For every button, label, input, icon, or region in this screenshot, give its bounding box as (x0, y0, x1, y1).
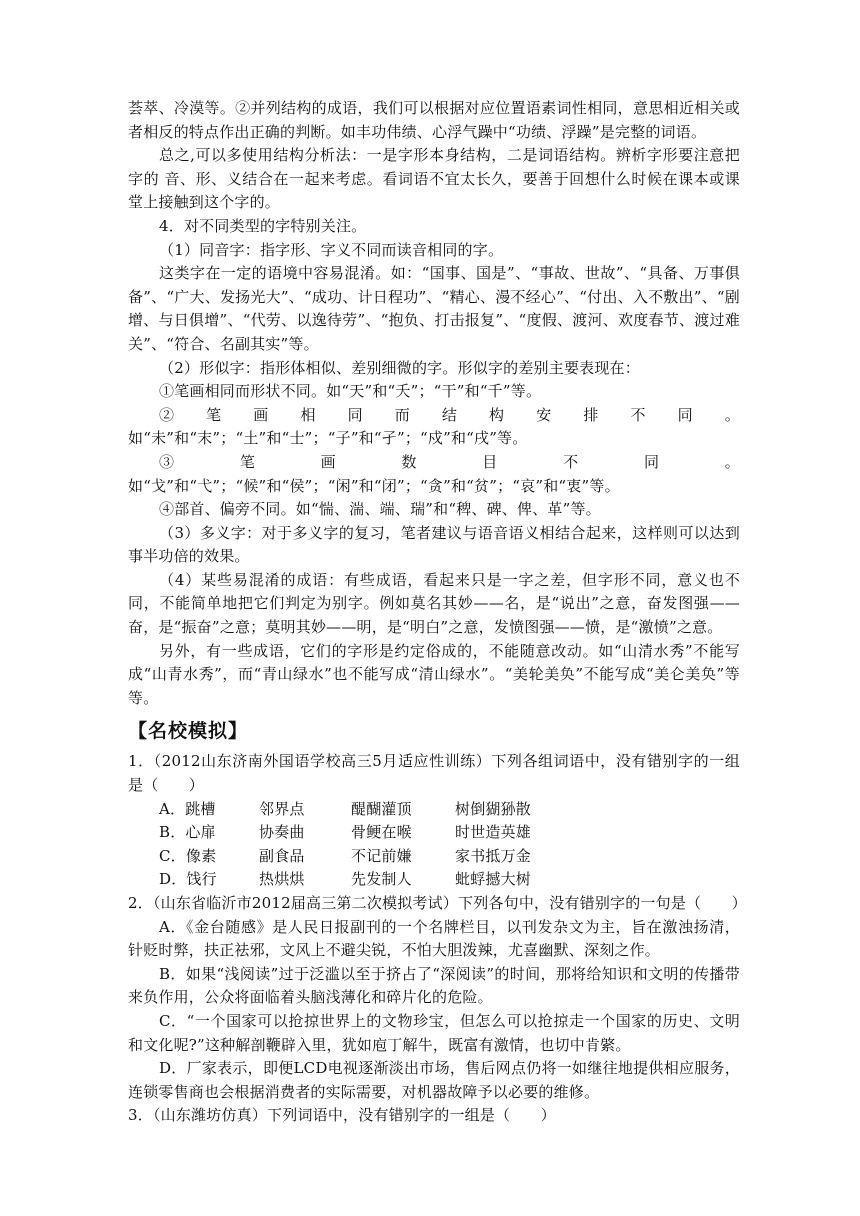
option-cell: 骨鲠在喉 (351, 823, 412, 842)
answer-option: C．“一个国家可以抢掠世界上的文物珍宝，但怎么可以抢掠走一个国家的历史、文明和文化呢?”这种解剖鞭辟入里，犹如庖丁解牛，既富有激情，也切中肯綮。 (128, 1011, 740, 1054)
option-row (128, 845, 740, 869)
answer-option: B．如果“浅阅读”过于泛滥以至于挤占了“深阅读”的时间，那将给知识和文明的传播带来负作用，公众将面临着头脑浅薄化和碎片化的危险。 (128, 964, 740, 1007)
option-cell: B．心扉 (159, 823, 216, 842)
paragraph: （4）某些易混淆的成语：有些成语，看起来只是一字之差，但字形不同，意义也不同，不能简单地把它们判定为别字。例如莫名其妙——名，是“说出”之意，奋发图强——奋，是“振奋”之意；莫明其妙——明，是“明白”之意，发愤图强——愤，是“激愤”之意。 (128, 570, 740, 637)
paragraph: 荟萃、冷漠等。②并列结构的成语，我们可以根据对应位置语素词性相同，意思相近相关或者相反的特点作出正确的判断。如丰功伟绩、心浮气躁中“功绩、浮躁”是完整的词语。 (128, 99, 740, 141)
answer-option: A．《金台随感》是人民日报副刊的一个名牌栏目，以刊发杂文为主，旨在激浊扬清，针贬时弊，扶正祛邪，文风上不避尖锐，不怕大胆泼辣，尤喜幽默、深刻之作。 (128, 917, 740, 960)
paragraph: （1）同音字：指字形、字义不同而读音相同的字。 (159, 240, 504, 259)
paragraph: 4．对不同类型的字特别关注。 (159, 216, 367, 235)
paragraph: 这类字在一定的语境中容易混淆。如：“国事、国是”、“事故、世故”、“具备、万事俱备”、“广大、发扬光大”、“成功、计日程功”、“精心、漫不经心”、“付出、入不敷出”、“剧增、与日俱增”、“代劳、以逸待劳”、“抱负、打击报复”、“度假、渡河、欢度春节、渡过难关”、“符合、名副其实”等。 (128, 264, 740, 353)
option-row (128, 868, 740, 892)
answer-option: D．厂家表示，即便LCD电视逐渐淡出市场，售后网点仍将一如继往地提供相应服务，连锁零售商也会根据消费者的实际需要，对机器故障予以必要的维修。 (128, 1059, 740, 1101)
option-cell: 副食品 (259, 846, 305, 865)
option-cell: 时世造英雄 (455, 823, 532, 842)
paragraph: 总之,可以多使用结构分析法：一是字形本身结构，二是词语结构。辨析字形要注意把字的 音、形、义结合在一起来考虑。看词语不宜太长久，要善于回想什么时候在课本或课堂上接触到这个字的。 (128, 146, 740, 212)
paragraph: （2）形似字：指形体相似、差别细微的字。形似字的差别主要表现在： (159, 358, 640, 377)
option-cell: 醍醐灌顶 (351, 799, 412, 818)
option-cell: 先发制人 (351, 870, 412, 889)
option-row (128, 798, 740, 822)
paragraph: ②笔画相同而结构安排不同。如“未”和“末”；“土”和“士”；“子”和“孑”；“戍”和“戌”等。 (128, 405, 740, 448)
question-stem: 1．（2012山东济南外国语学校高三5月适应性训练）下列各组词语中，没有错别字的一组是（ ） (128, 752, 740, 795)
option-cell: 树倒猢狲散 (455, 799, 532, 818)
option-cell: 协奏曲 (259, 823, 305, 842)
paragraph: ③笔画数目不同。如“戈”和“弋”；“候”和“侯”；“闲”和“闭”；“贪”和“贫”；“哀”和“衷”等。 (128, 452, 740, 495)
section-heading: 【名校模拟】 (128, 720, 249, 743)
option-cell: C．像素 (159, 846, 217, 865)
paragraph: ④部首、偏旁不同。如“惴、湍、端、瑞”和“稗、碑、俾、革”等。 (159, 500, 601, 519)
option-cell: 蚍蜉撼大树 (455, 870, 532, 889)
paragraph: （3）多义字：对于多义字的复习，笔者建议与语音语义相结合起来，这样则可以达到事半功倍的效果。 (128, 523, 740, 566)
option-row (128, 821, 740, 845)
paragraph: ①笔画相同而形状不同。如“天”和“夭”；“干”和“千”等。 (159, 382, 542, 401)
question-stem: 3．（山东潍坊仿真）下列词语中，没有错别字的一组是（ ） (128, 1106, 556, 1125)
option-cell: 家书抵万金 (455, 846, 532, 865)
option-cell: 邻界点 (259, 799, 305, 818)
document-body (128, 97, 747, 1128)
option-cell: 不记前嫌 (351, 846, 412, 865)
option-cell: 热烘烘 (259, 870, 305, 889)
option-cell: A．跳槽 (159, 799, 216, 818)
paragraph: 另外，有一些成语，它们的字形是约定俗成的，不能随意改动。如“山清水秀”不能写成“山青水秀”，而“青山绿水”也不能写成“清山绿水”。“美轮美奂”不能写成“美仑美奂”等等。 (128, 641, 740, 707)
question-stem: 2．（山东省临沂市2012届高三第二次模拟考试）下列各句中，没有错别字的一句是（ ） (128, 894, 747, 912)
option-cell: D．饯行 (159, 870, 217, 889)
